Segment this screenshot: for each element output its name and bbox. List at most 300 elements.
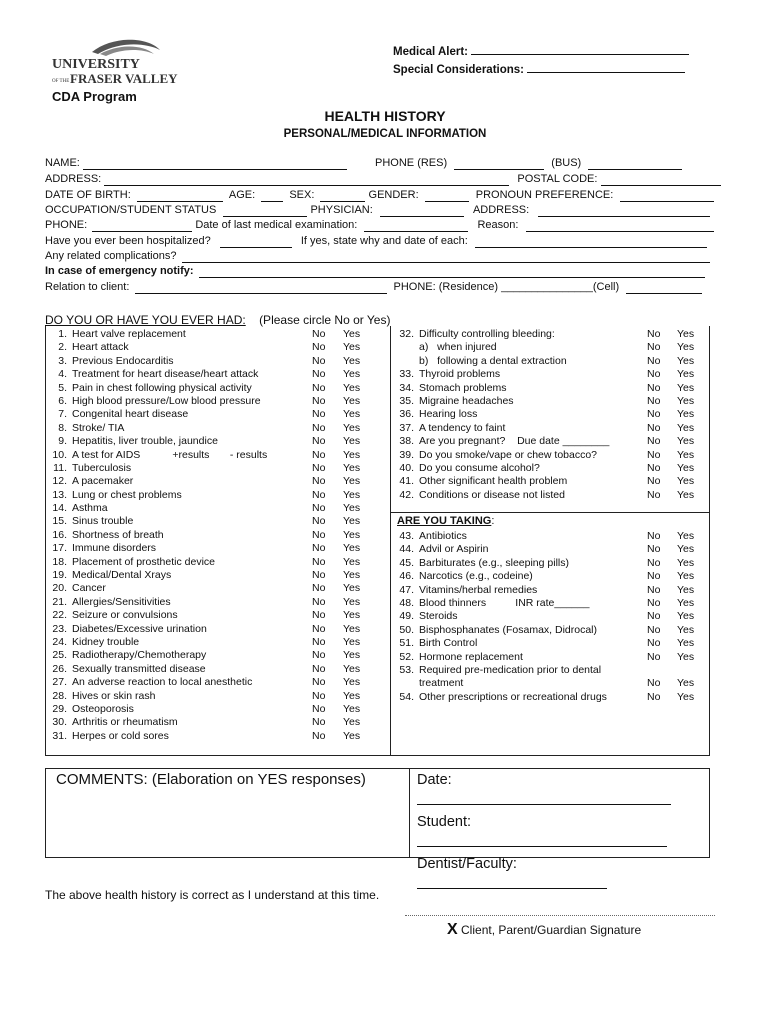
question-number: 29. bbox=[52, 702, 67, 715]
answer-no[interactable]: No bbox=[312, 569, 326, 582]
answer-yes[interactable]: Yes bbox=[343, 461, 361, 474]
answer-yes[interactable]: Yes bbox=[677, 583, 695, 596]
question-label: Thyroid problems bbox=[419, 368, 501, 381]
dob-field[interactable] bbox=[137, 189, 223, 202]
question-item bbox=[392, 543, 710, 556]
answer-no[interactable]: No bbox=[312, 488, 326, 501]
question-item bbox=[392, 475, 710, 488]
answer-no[interactable]: No bbox=[647, 461, 661, 474]
question-item bbox=[392, 677, 710, 690]
answer-yes[interactable]: Yes bbox=[343, 676, 361, 689]
answer-yes[interactable]: Yes bbox=[343, 488, 361, 501]
age-field[interactable] bbox=[261, 189, 283, 202]
question-label: Hormone replacement bbox=[419, 650, 523, 663]
answer-yes[interactable]: Yes bbox=[343, 354, 361, 367]
question-label: Other prescriptions or recreational drugs bbox=[419, 690, 607, 703]
question-number: 8. bbox=[58, 421, 67, 434]
question-label: Bisphosphanates (Fosamax, Didrocal) bbox=[419, 623, 597, 636]
relation-label: Relation to client: bbox=[45, 281, 130, 293]
occupation-field[interactable] bbox=[223, 204, 307, 217]
answer-no[interactable]: No bbox=[312, 515, 326, 528]
question-item bbox=[392, 382, 710, 395]
date-field[interactable] bbox=[417, 791, 671, 805]
question-label: Heart valve replacement bbox=[72, 328, 186, 340]
question-number: 36. bbox=[399, 408, 414, 421]
reason-field[interactable] bbox=[526, 219, 714, 232]
answer-no[interactable]: No bbox=[312, 381, 326, 394]
comments-label: COMMENTS: (Elaboration on YES responses) bbox=[56, 771, 366, 788]
question-item bbox=[392, 530, 710, 543]
taking-list bbox=[392, 530, 710, 704]
question-item bbox=[392, 435, 710, 448]
answer-no[interactable]: No bbox=[312, 475, 326, 488]
answer-yes[interactable]: Yes bbox=[343, 649, 361, 662]
answer-no[interactable]: No bbox=[312, 676, 326, 689]
question-number: 26. bbox=[52, 662, 67, 675]
sex-field[interactable] bbox=[320, 189, 365, 202]
answer-yes[interactable]: Yes bbox=[677, 637, 695, 650]
comments-box[interactable] bbox=[45, 768, 410, 858]
taking-divider bbox=[390, 512, 710, 513]
student-field[interactable] bbox=[417, 833, 667, 847]
answer-no[interactable]: No bbox=[647, 556, 661, 569]
gender-field[interactable] bbox=[425, 189, 469, 202]
question-item bbox=[392, 691, 710, 704]
answer-no[interactable]: No bbox=[647, 421, 661, 434]
question-item bbox=[45, 328, 390, 341]
answer-no[interactable]: No bbox=[647, 637, 661, 650]
answer-yes[interactable]: Yes bbox=[677, 341, 695, 354]
answer-no[interactable]: No bbox=[312, 528, 326, 541]
hosp-why-label: If yes, state why and date of each: bbox=[300, 235, 468, 247]
question-number: 6. bbox=[58, 394, 67, 407]
answer-yes[interactable]: Yes bbox=[677, 461, 695, 474]
answer-no[interactable]: No bbox=[647, 381, 661, 394]
answer-yes[interactable]: Yes bbox=[343, 408, 361, 421]
logo-line2: FRASER VALLEY bbox=[70, 71, 178, 86]
answer-yes[interactable]: Yes bbox=[677, 623, 695, 636]
question-number: 17. bbox=[52, 542, 67, 555]
answer-yes[interactable]: Yes bbox=[343, 622, 361, 635]
row-name bbox=[45, 156, 709, 171]
answer-yes[interactable]: Yes bbox=[343, 689, 361, 702]
answer-no[interactable]: No bbox=[312, 368, 326, 381]
question-label: An adverse reaction to local anesthetic bbox=[72, 676, 253, 689]
row-complications bbox=[45, 249, 709, 264]
answer-yes[interactable]: Yes bbox=[677, 543, 695, 556]
signature-x: X bbox=[447, 921, 458, 938]
question-item bbox=[392, 395, 710, 408]
question-number: 10. bbox=[52, 448, 67, 461]
question-number: 27. bbox=[52, 676, 67, 689]
answer-no[interactable]: No bbox=[647, 543, 661, 556]
phone-field[interactable] bbox=[92, 219, 192, 232]
answer-no[interactable]: No bbox=[647, 690, 661, 703]
answer-no[interactable]: No bbox=[647, 435, 661, 448]
answer-yes[interactable]: Yes bbox=[343, 555, 361, 568]
last-exam-label: Date of last medical examination: bbox=[195, 219, 358, 231]
question-label: Allergies/Sensitivities bbox=[72, 595, 171, 608]
answer-yes[interactable]: Yes bbox=[343, 368, 361, 381]
answer-yes[interactable]: Yes bbox=[343, 702, 361, 715]
question-label: Radiotherapy/Chemotherapy bbox=[72, 649, 207, 662]
answer-no[interactable]: No bbox=[312, 609, 326, 622]
phone-label: PHONE: bbox=[45, 219, 88, 231]
answer-no[interactable]: No bbox=[647, 328, 661, 340]
phone-res-field[interactable] bbox=[454, 157, 544, 170]
question-number: 41. bbox=[399, 475, 414, 488]
question-label: Barbiturates (e.g., sleeping pills) bbox=[419, 556, 569, 569]
complications-label: Any related complications? bbox=[45, 250, 177, 262]
row-hospitalized bbox=[45, 234, 709, 249]
sex-label: SEX: bbox=[289, 189, 315, 201]
pronoun-field[interactable] bbox=[620, 189, 714, 202]
question-item bbox=[45, 730, 390, 743]
right-question-list bbox=[392, 328, 710, 502]
page-subtitle: PERSONAL/MEDICAL INFORMATION bbox=[283, 128, 487, 140]
question-label: Seizure or convulsions bbox=[72, 609, 178, 622]
question-item bbox=[45, 368, 390, 381]
medical-alert-field[interactable] bbox=[471, 43, 689, 55]
question-item bbox=[392, 449, 710, 462]
row-address bbox=[45, 172, 709, 187]
answer-yes[interactable]: Yes bbox=[677, 488, 695, 501]
postal-field[interactable] bbox=[601, 173, 721, 186]
answer-no[interactable]: No bbox=[647, 623, 661, 636]
date-label: Date: bbox=[417, 772, 452, 788]
question-label: Heart attack bbox=[72, 341, 129, 354]
answer-yes[interactable]: Yes bbox=[343, 421, 361, 434]
question-number: 42. bbox=[399, 488, 414, 501]
answer-yes[interactable]: Yes bbox=[343, 515, 361, 528]
answer-yes[interactable]: Yes bbox=[343, 475, 361, 488]
question-number: 11. bbox=[53, 461, 67, 474]
question-label: Sexually transmitted disease bbox=[72, 662, 206, 675]
answer-yes[interactable]: Yes bbox=[677, 421, 695, 434]
answer-no[interactable]: No bbox=[312, 649, 326, 662]
question-label: Tuberculosis bbox=[72, 461, 132, 474]
answer-yes[interactable]: Yes bbox=[343, 328, 361, 340]
answer-yes[interactable]: Yes bbox=[677, 475, 695, 488]
answer-no[interactable]: No bbox=[312, 461, 326, 474]
answer-yes[interactable]: Yes bbox=[343, 381, 361, 394]
answer-yes[interactable]: Yes bbox=[677, 368, 695, 381]
question-label: Lung or chest problems bbox=[72, 488, 182, 501]
answer-yes[interactable]: Yes bbox=[343, 542, 361, 555]
answer-no[interactable]: No bbox=[312, 421, 326, 434]
question-number: 14. bbox=[52, 502, 67, 515]
question-number: 53. bbox=[399, 663, 414, 676]
question-label: Asthma bbox=[72, 502, 108, 515]
question-item bbox=[392, 462, 710, 475]
question-label: Medical/Dental Xrays bbox=[72, 569, 172, 582]
question-label: Other significant health problem bbox=[419, 475, 568, 488]
question-number: 32. bbox=[399, 328, 414, 340]
faculty-label: Dentist/Faculty: bbox=[417, 856, 517, 872]
question-label: Osteoporosis bbox=[72, 702, 134, 715]
name-field[interactable] bbox=[83, 157, 347, 170]
question-item bbox=[45, 435, 390, 448]
answer-no[interactable]: No bbox=[312, 394, 326, 407]
relation-field[interactable] bbox=[135, 281, 387, 294]
question-item bbox=[45, 529, 390, 542]
program-name: CDA Program bbox=[52, 89, 137, 104]
answer-no[interactable]: No bbox=[312, 341, 326, 354]
answer-no[interactable]: No bbox=[647, 475, 661, 488]
answer-yes[interactable]: Yes bbox=[677, 596, 695, 609]
student-label: Student: bbox=[417, 814, 472, 830]
question-label: Congenital heart disease bbox=[72, 408, 189, 421]
answer-yes[interactable]: Yes bbox=[677, 448, 695, 461]
question-number: 9. bbox=[58, 435, 67, 448]
answer-yes[interactable]: Yes bbox=[677, 408, 695, 421]
university-logo bbox=[52, 38, 182, 88]
question-label: Placement of prosthetic device bbox=[72, 555, 215, 568]
question-item bbox=[45, 582, 390, 595]
question-number: 38. bbox=[399, 435, 414, 448]
question-item bbox=[45, 690, 390, 703]
emergency-field[interactable] bbox=[199, 265, 705, 278]
answer-no[interactable]: No bbox=[312, 555, 326, 568]
answer-no[interactable]: No bbox=[647, 650, 661, 663]
answer-yes[interactable]: Yes bbox=[677, 435, 695, 448]
question-number: 40. bbox=[399, 461, 414, 474]
bus-label: (BUS) bbox=[551, 157, 582, 169]
question-number: 23. bbox=[52, 622, 67, 635]
question-item bbox=[45, 382, 390, 395]
answer-yes[interactable]: Yes bbox=[343, 635, 361, 648]
question-label: Shortness of breath bbox=[72, 528, 164, 541]
answer-yes[interactable]: Yes bbox=[343, 448, 361, 461]
question-item bbox=[45, 515, 390, 528]
column-divider bbox=[390, 326, 391, 756]
question-number: 2. bbox=[58, 341, 67, 354]
answer-yes[interactable]: Yes bbox=[343, 502, 361, 515]
question-label: Required pre-medication prior to dental bbox=[419, 663, 602, 676]
taking-heading-colon: : bbox=[491, 515, 495, 527]
answer-yes[interactable]: Yes bbox=[343, 341, 361, 354]
question-number: 47. bbox=[399, 583, 414, 596]
answer-no[interactable]: No bbox=[312, 662, 326, 675]
question-number: 1. bbox=[58, 328, 67, 340]
question-item bbox=[392, 328, 710, 341]
question-item bbox=[392, 355, 710, 368]
question-item bbox=[45, 636, 390, 649]
complications-field[interactable] bbox=[182, 250, 710, 263]
question-number: 31. bbox=[52, 729, 67, 742]
signature-line[interactable] bbox=[405, 905, 715, 916]
answer-no[interactable]: No bbox=[312, 635, 326, 648]
medical-alert-block bbox=[393, 43, 689, 79]
age-label: AGE: bbox=[228, 189, 256, 201]
answer-no[interactable]: No bbox=[312, 502, 326, 515]
answer-no[interactable]: No bbox=[647, 570, 661, 583]
answer-no[interactable]: No bbox=[312, 716, 326, 729]
row-phone bbox=[45, 218, 709, 233]
answer-no[interactable]: No bbox=[312, 595, 326, 608]
address-field[interactable] bbox=[104, 173, 509, 186]
answer-no[interactable]: No bbox=[312, 729, 326, 742]
answer-no[interactable]: No bbox=[312, 328, 326, 340]
question-label: High blood pressure/Low blood pressure bbox=[72, 394, 261, 407]
answer-yes[interactable]: Yes bbox=[677, 556, 695, 569]
emergency-label: In case of emergency notify: bbox=[45, 265, 194, 277]
question-number: 54. bbox=[399, 690, 414, 703]
question-item bbox=[45, 355, 390, 368]
answer-yes[interactable]: Yes bbox=[343, 609, 361, 622]
answer-yes[interactable]: Yes bbox=[343, 435, 361, 448]
question-item bbox=[392, 637, 710, 650]
answer-no[interactable]: No bbox=[647, 583, 661, 596]
question-label: Vitamins/herbal remedies bbox=[419, 583, 538, 596]
answer-yes[interactable]: Yes bbox=[343, 528, 361, 541]
answer-yes[interactable]: Yes bbox=[677, 530, 695, 542]
question-number: 52. bbox=[399, 650, 414, 663]
row-dob bbox=[45, 188, 709, 203]
physician-label: PHYSICIAN: bbox=[310, 204, 373, 216]
answer-no[interactable]: No bbox=[312, 689, 326, 702]
question-number: 46. bbox=[399, 570, 414, 583]
question-label: treatment bbox=[419, 677, 464, 690]
answer-yes[interactable]: Yes bbox=[677, 610, 695, 623]
question-item bbox=[45, 609, 390, 622]
answer-no[interactable]: No bbox=[647, 596, 661, 609]
question-heading bbox=[45, 313, 390, 327]
question-item bbox=[392, 557, 710, 570]
question-number: 48. bbox=[399, 596, 414, 609]
hospitalized-field[interactable] bbox=[220, 235, 292, 248]
question-number: 18. bbox=[52, 555, 67, 568]
postal-label: POSTAL CODE: bbox=[517, 173, 598, 185]
question-item bbox=[45, 475, 390, 488]
taking-heading-label: ARE YOU TAKING bbox=[397, 515, 492, 527]
answer-no[interactable]: No bbox=[647, 394, 661, 407]
logo-line1: UNIVERSITY bbox=[52, 57, 140, 72]
answer-no[interactable]: No bbox=[312, 542, 326, 555]
medical-alert-label: Medical Alert: bbox=[393, 46, 468, 58]
special-considerations-field[interactable] bbox=[527, 61, 685, 73]
answer-no[interactable]: No bbox=[312, 435, 326, 448]
question-label: Stroke/ TIA bbox=[72, 421, 125, 434]
question-number: 13. bbox=[52, 488, 67, 501]
physician-address-field[interactable] bbox=[538, 204, 710, 217]
question-item bbox=[45, 408, 390, 421]
question-label: Migraine headaches bbox=[419, 394, 514, 407]
question-item bbox=[45, 502, 390, 515]
address-label: ADDRESS: bbox=[45, 173, 102, 185]
question-item bbox=[45, 462, 390, 475]
page-title: HEALTH HISTORY bbox=[324, 108, 446, 124]
question-prompt: DO YOU OR HAVE YOU EVER HAD: bbox=[45, 313, 246, 327]
answer-no[interactable]: No bbox=[312, 582, 326, 595]
question-label: Sinus trouble bbox=[72, 515, 134, 528]
answer-no[interactable]: No bbox=[647, 610, 661, 623]
question-number: 39. bbox=[399, 448, 414, 461]
question-label: Stomach problems bbox=[419, 381, 507, 394]
question-item bbox=[45, 449, 390, 462]
name-label: NAME: bbox=[45, 157, 80, 169]
question-item bbox=[392, 664, 710, 677]
question-label: Narcotics (e.g., codeine) bbox=[419, 570, 533, 583]
signature-caption bbox=[447, 921, 641, 939]
answer-yes[interactable]: Yes bbox=[343, 716, 361, 729]
answer-no[interactable]: No bbox=[312, 622, 326, 635]
question-item bbox=[45, 489, 390, 502]
answer-no[interactable]: No bbox=[647, 530, 661, 542]
row-occupation bbox=[45, 203, 709, 218]
answer-yes[interactable]: Yes bbox=[343, 595, 361, 608]
question-item bbox=[392, 368, 710, 381]
answer-yes[interactable]: Yes bbox=[343, 729, 361, 742]
answer-yes[interactable]: Yes bbox=[677, 690, 695, 703]
question-label: Advil or Aspirin bbox=[419, 543, 489, 556]
question-number: 34. bbox=[399, 381, 414, 394]
question-number: 51. bbox=[399, 637, 414, 650]
question-label: Hives or skin rash bbox=[72, 689, 156, 702]
answer-yes[interactable]: Yes bbox=[343, 662, 361, 675]
answer-no[interactable]: No bbox=[647, 488, 661, 501]
faculty-field[interactable] bbox=[417, 875, 607, 889]
question-item bbox=[45, 716, 390, 729]
answer-yes[interactable]: Yes bbox=[343, 569, 361, 582]
answer-yes[interactable]: Yes bbox=[677, 381, 695, 394]
question-label: Antibiotics bbox=[419, 530, 467, 542]
answer-yes[interactable]: Yes bbox=[343, 394, 361, 407]
question-label: Conditions or disease not listed bbox=[419, 488, 565, 501]
question-label: b) following a dental extraction bbox=[419, 354, 567, 367]
last-exam-field[interactable] bbox=[364, 219, 468, 232]
answer-no[interactable]: No bbox=[312, 354, 326, 367]
question-label: Pain in chest following physical activity bbox=[72, 381, 252, 394]
answer-yes[interactable]: Yes bbox=[677, 394, 695, 407]
question-label: A tendency to faint bbox=[419, 421, 506, 434]
hosp-why-field[interactable] bbox=[475, 235, 707, 248]
question-number: 5. bbox=[58, 381, 67, 394]
answer-no[interactable]: No bbox=[312, 408, 326, 421]
question-item bbox=[45, 569, 390, 582]
answer-no[interactable]: No bbox=[647, 368, 661, 381]
bus-field[interactable] bbox=[588, 157, 682, 170]
gender-label: GENDER: bbox=[368, 189, 419, 201]
answer-no[interactable]: No bbox=[647, 448, 661, 461]
question-label: Hepatitis, liver trouble, jaundice bbox=[72, 435, 218, 448]
question-label: Blood thinners INR rate______ bbox=[419, 596, 590, 609]
answer-no[interactable]: No bbox=[312, 702, 326, 715]
answer-yes[interactable]: Yes bbox=[343, 582, 361, 595]
answer-yes[interactable]: Yes bbox=[677, 570, 695, 583]
answer-no[interactable]: No bbox=[647, 341, 661, 354]
question-item bbox=[45, 649, 390, 662]
question-number: 24. bbox=[52, 635, 67, 648]
answer-yes[interactable]: Yes bbox=[677, 354, 695, 367]
answer-no[interactable]: No bbox=[312, 448, 326, 461]
cell-field[interactable] bbox=[626, 281, 702, 294]
logo-swoosh-icon bbox=[52, 38, 182, 88]
answer-no[interactable]: No bbox=[647, 677, 661, 690]
question-label: A test for AIDS +results - results bbox=[72, 448, 268, 461]
physician-field[interactable] bbox=[380, 204, 464, 217]
question-label: Cancer bbox=[72, 582, 106, 595]
answer-no[interactable]: No bbox=[647, 354, 661, 367]
question-label: Arthritis or rheumatism bbox=[72, 716, 178, 729]
question-instruction: (Please circle No or Yes) bbox=[259, 313, 391, 327]
answer-yes[interactable]: Yes bbox=[677, 650, 695, 663]
question-number: 35. bbox=[399, 394, 414, 407]
question-item bbox=[45, 676, 390, 689]
answer-yes[interactable]: Yes bbox=[677, 328, 695, 340]
answer-no[interactable]: No bbox=[647, 408, 661, 421]
answer-yes[interactable]: Yes bbox=[677, 677, 695, 690]
